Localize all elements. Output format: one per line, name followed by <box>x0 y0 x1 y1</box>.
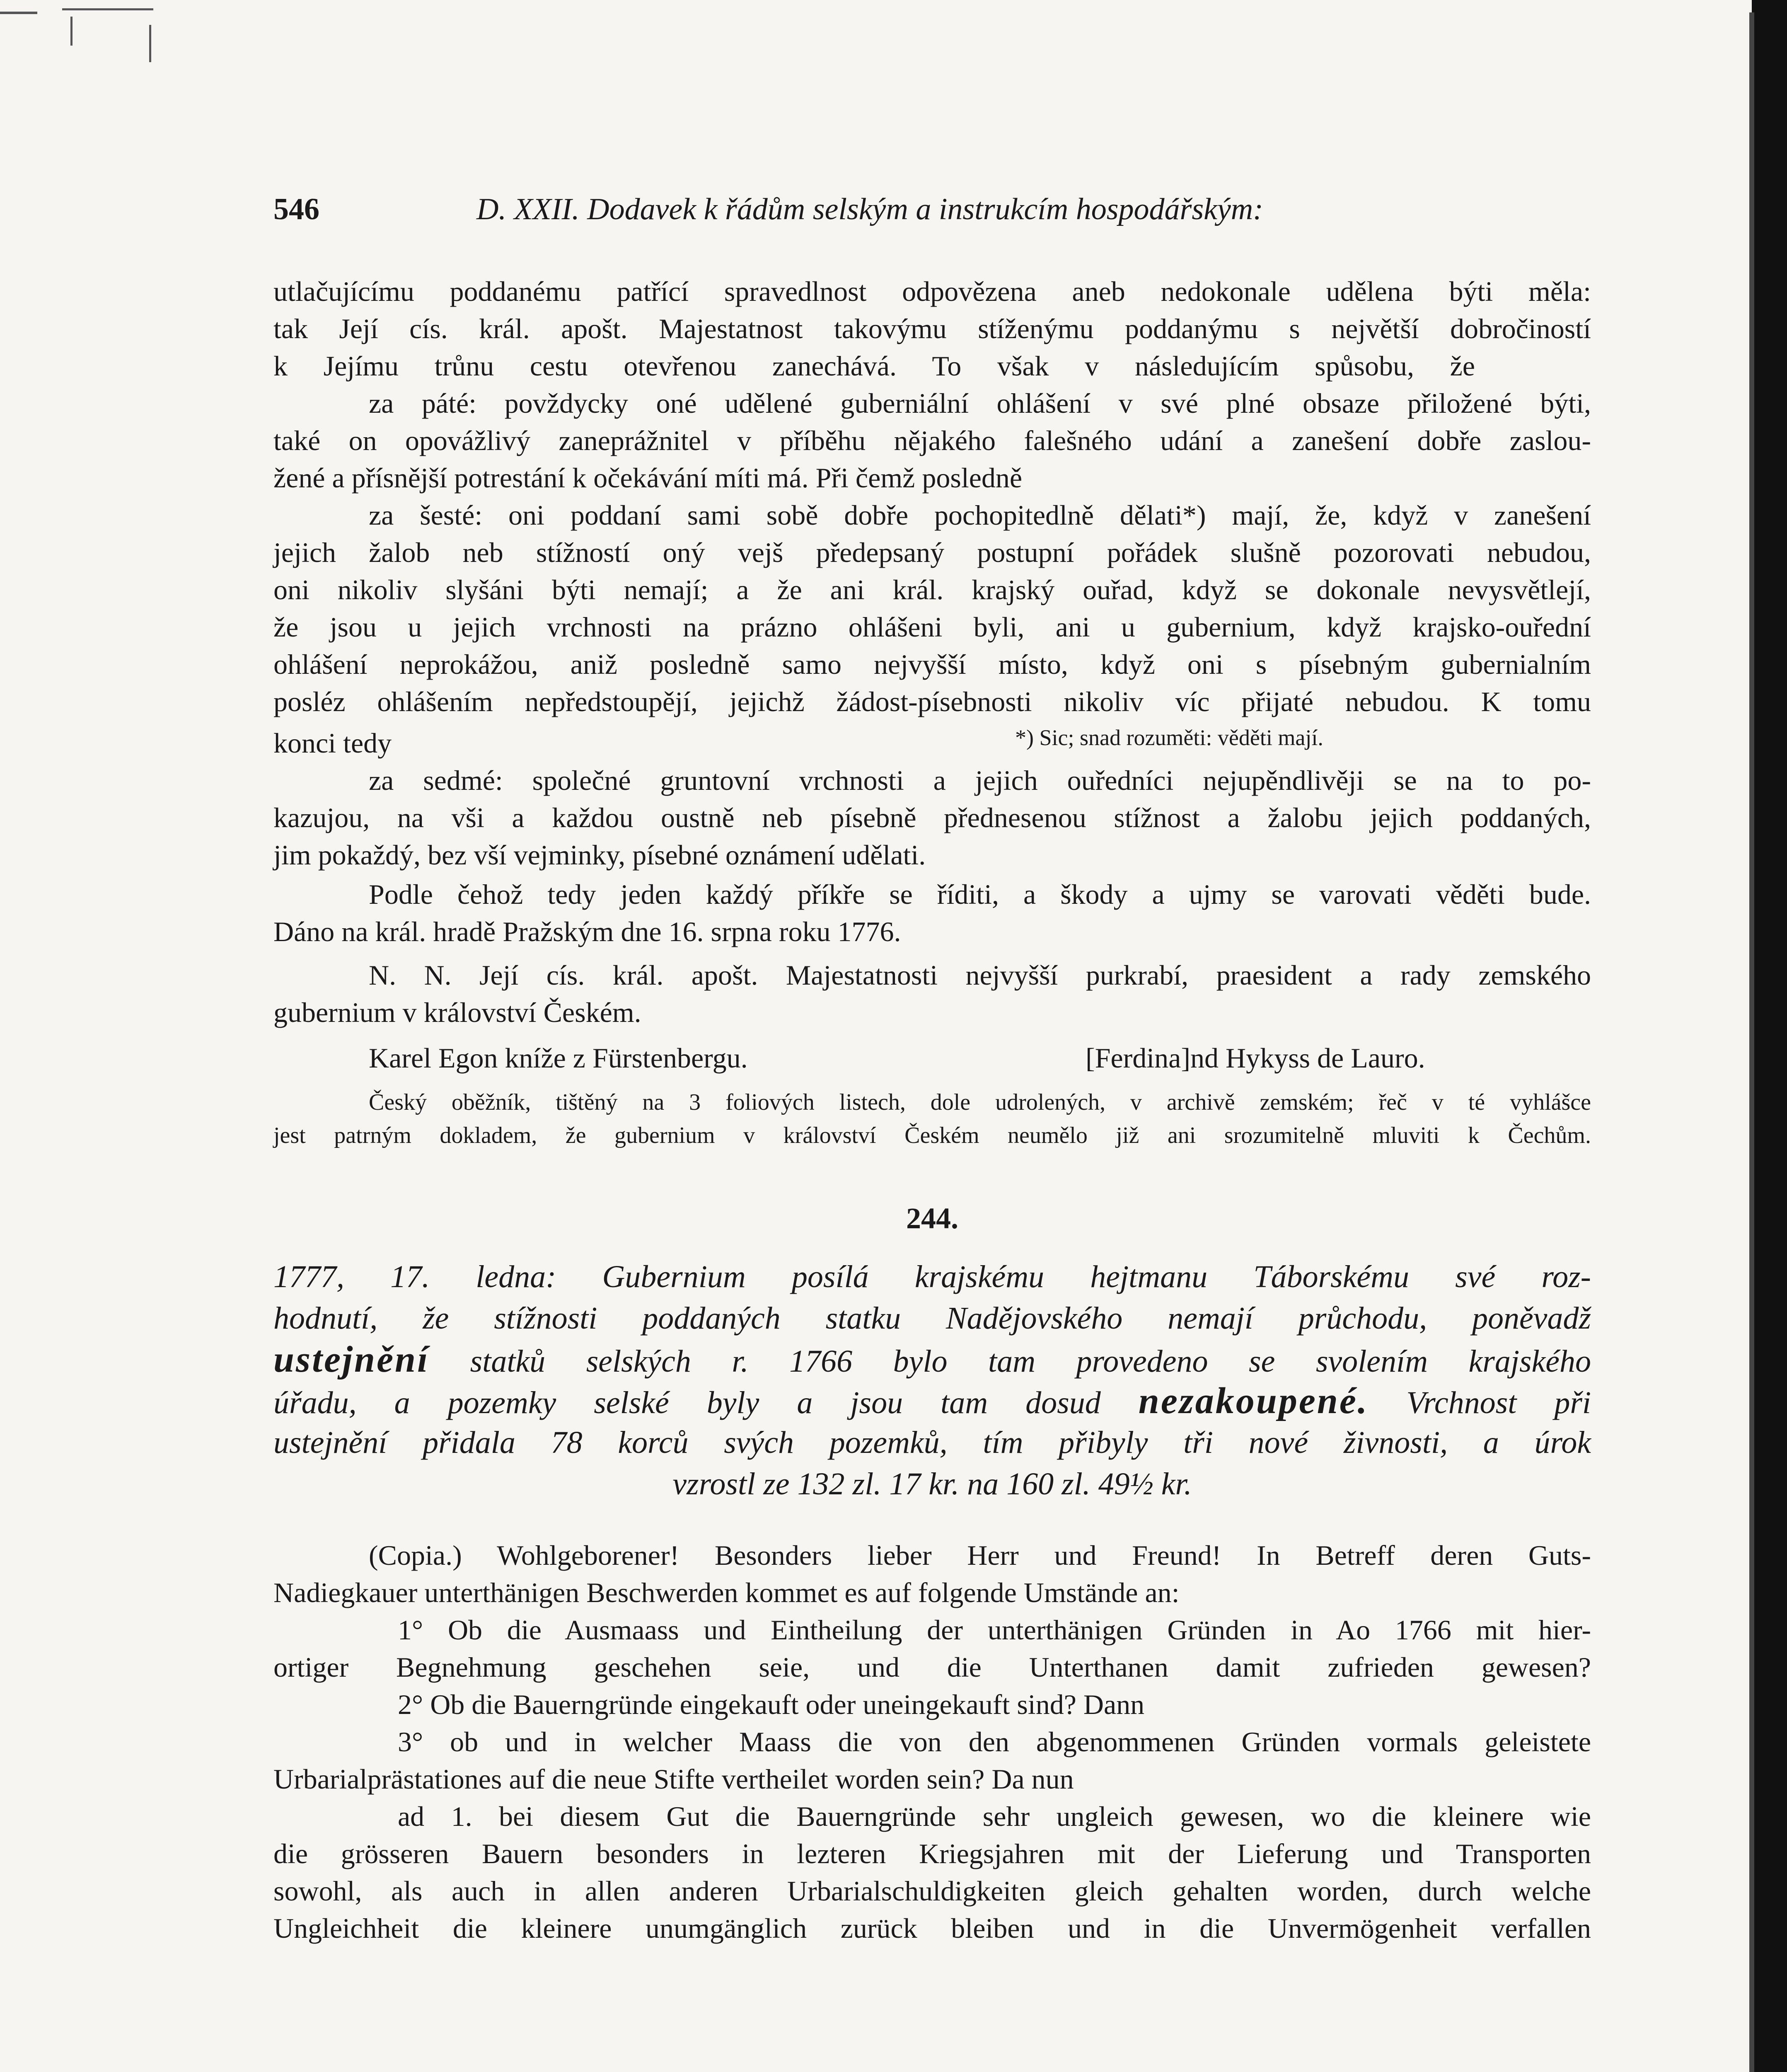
body-line: za šesté: oni poddaní sami sobě dobře pochopitedlně dělati*) mají, že, když v zanešení <box>369 499 1591 531</box>
signature-left: Karel Egon kníže z Fürstenbergu. <box>369 1042 748 1074</box>
page-number: 546 <box>273 192 319 226</box>
german-line: ad 1. bei diesem Gut die Bauerngründe sehr ungleich gewesen, wo die kleinere wie <box>398 1801 1591 1832</box>
source-note-line: jest patrným dokladem, že gubernium v království Českém neumělo již ani srozumitelně mluviti k Čechům. <box>273 1123 1591 1148</box>
running-head: D. XXII. Dodavek k řádům selským a instrukcím hospodářským: <box>476 192 1263 226</box>
body-line: jim pokaždý, bez vší vejminky, písebné oznámení udělati. <box>273 839 926 871</box>
body-line: konci tedy <box>273 727 392 759</box>
source-note-line: Český oběžník, tištěný na 3 foliových listech, dole udrolených, v archivě zemském; řeč v té vyhlášce <box>369 1089 1591 1115</box>
body-line: k Jejímu trůnu cestu otevřenou zanechává. To však v následujícím spůsobu, že <box>273 350 1475 382</box>
regest-emphasis: nezakoupené. <box>1138 1380 1369 1421</box>
body-line: utlačujícímu poddanému patřící spravedlnost odpovězena aneb nedokonale udělena býti měla: <box>273 276 1591 307</box>
german-line: 3° ob und in welcher Maass die von den abgenommenen Gründen vormals geleistete <box>398 1726 1591 1757</box>
document-number: 244. <box>906 1202 958 1235</box>
body-line: tak Její cís. král. apošt. Majestatnost takovýmu stíženýmu poddanýmu s největší dobročiností <box>273 313 1591 344</box>
regest-line: hodnutí, že stížnosti poddaných statku Nadějovského nemají průchodu, poněvadž <box>273 1301 1591 1336</box>
regest-line: ustejnění přidala 78 korců svých pozemků, tím přibyly tři nové živnosti, a úrok <box>273 1425 1591 1460</box>
body-line: také on opovážlivý zaneprážnitel v příběhu nějakého falešného udání a zanešení dobře zaslou- <box>273 425 1591 456</box>
regest-fragment: statků selských r. 1766 bylo tam provedeno se svolením krajského <box>470 1344 1591 1379</box>
german-line: ortiger Begnehmung geschehen seie, und die Unterthanen damit zufrieden gewesen? <box>273 1651 1591 1683</box>
scan-corner-artifact <box>0 0 178 66</box>
german-line: (Copia.) Wohlgeborener! Besonders lieber Herr und Freund! In Betreff deren Guts- <box>369 1539 1591 1571</box>
regest-line: vzrostl ze 132 zl. 17 kr. na 160 zl. 49½ kr. <box>672 1467 1192 1501</box>
german-line: Urbarialprästationes auf die neue Stifte vertheilet worden sein? Da nun <box>273 1763 1074 1795</box>
body-line: za páté: povždycky oné udělené guberniální ohlášení v své plné obsaze přiložené býti, <box>369 387 1591 419</box>
inline-footnote: *) Sic; snad rozuměti: věděti mají. <box>1015 725 1323 750</box>
body-line: jejich žalob neb stížností oný vejš předepsaný postupní pořádek slušně pozorovati nebudou, <box>273 537 1591 568</box>
scan-edge-right <box>1752 0 1787 2072</box>
regest-line-with-emphasis <box>273 1378 1591 1424</box>
body-line: oni nikoliv slyšáni býti nemají; a že ani král. krajský ouřad, když se dokonale nevysvětlejí, <box>273 574 1591 605</box>
body-line: kazujou, na vši a každou oustně neb písebně přednesenou stížnost a žalobu jejich poddaných, <box>273 802 1591 833</box>
german-line: Ungleichheit die kleinere unumgänglich zurück bleiben und in die Unvermögenheit verfallen <box>273 1912 1591 1944</box>
german-line: 1° Ob die Ausmaass und Eintheilung der unterthänigen Gründen in Ao 1766 mit hier- <box>398 1614 1591 1646</box>
body-line: za sedmé: společné gruntovní vrchnosti a jejich ouředníci nejupěndlivěji se na to po- <box>369 765 1591 796</box>
regest-line-with-emphasis <box>273 1336 1591 1383</box>
german-line: 2° Ob die Bauerngründe eingekauft oder uneingekauft sind? Dann <box>398 1689 1145 1720</box>
regest-fragment: úřadu, a pozemky selské byly a jsou tam dosud <box>273 1385 1101 1420</box>
body-line: gubernium v království Českém. <box>273 997 641 1028</box>
german-line: die grösseren Bauern besonders in lezteren Kriegsjahren mit der Lieferung und Transporten <box>273 1838 1591 1869</box>
page-content <box>273 0 1591 2072</box>
regest-line: 1777, 17. ledna: Gubernium posílá krajskému hejtmanu Táborskému své roz- <box>273 1259 1591 1294</box>
scan-edge-right-inner <box>1749 12 1754 2072</box>
body-line: ohlášení neprokážou, aniž posledně samo nejvyšší místo, když oni s písebným gubernialním <box>273 649 1591 680</box>
body-line: Dáno na král. hradě Pražským dne 16. srpna roku 1776. <box>273 916 901 947</box>
regest-fragment: Vrchnost při <box>1406 1385 1591 1420</box>
german-line: sowohl, als auch in allen anderen Urbarialschuldigkeiten gleich gehalten worden, durch welche <box>273 1875 1591 1907</box>
signature-right: [Ferdina]nd Hykyss de Lauro. <box>1086 1042 1425 1074</box>
german-line: Nadiegkauer unterthänigen Beschwerden kommet es auf folgende Umstände an: <box>273 1577 1180 1608</box>
regest-emphasis: ustejnění <box>273 1339 430 1380</box>
page-header <box>273 184 1591 234</box>
body-line: posléz ohlášením nepředstoupějí, jejichž žádost-písebnosti nikoliv víc přijaté nebudou. K tomu <box>273 686 1591 717</box>
body-line: že jsou u jejich vrchnosti na prázno ohlášeni byli, ani u gubernium, když krajsko-ouřední <box>273 611 1591 643</box>
body-line: Podle čehož tedy jeden každý příkře se říditi, a škody a ujmy se varovati věděti bude. <box>369 879 1591 910</box>
body-line: N. N. Její cís. král. apošt. Majestatnosti nejvyšší purkrabí, praesident a rady zemského <box>369 959 1591 991</box>
body-line: žené a přísnější potrestání k očekávání míti má. Při čemž posledně <box>273 462 1023 494</box>
